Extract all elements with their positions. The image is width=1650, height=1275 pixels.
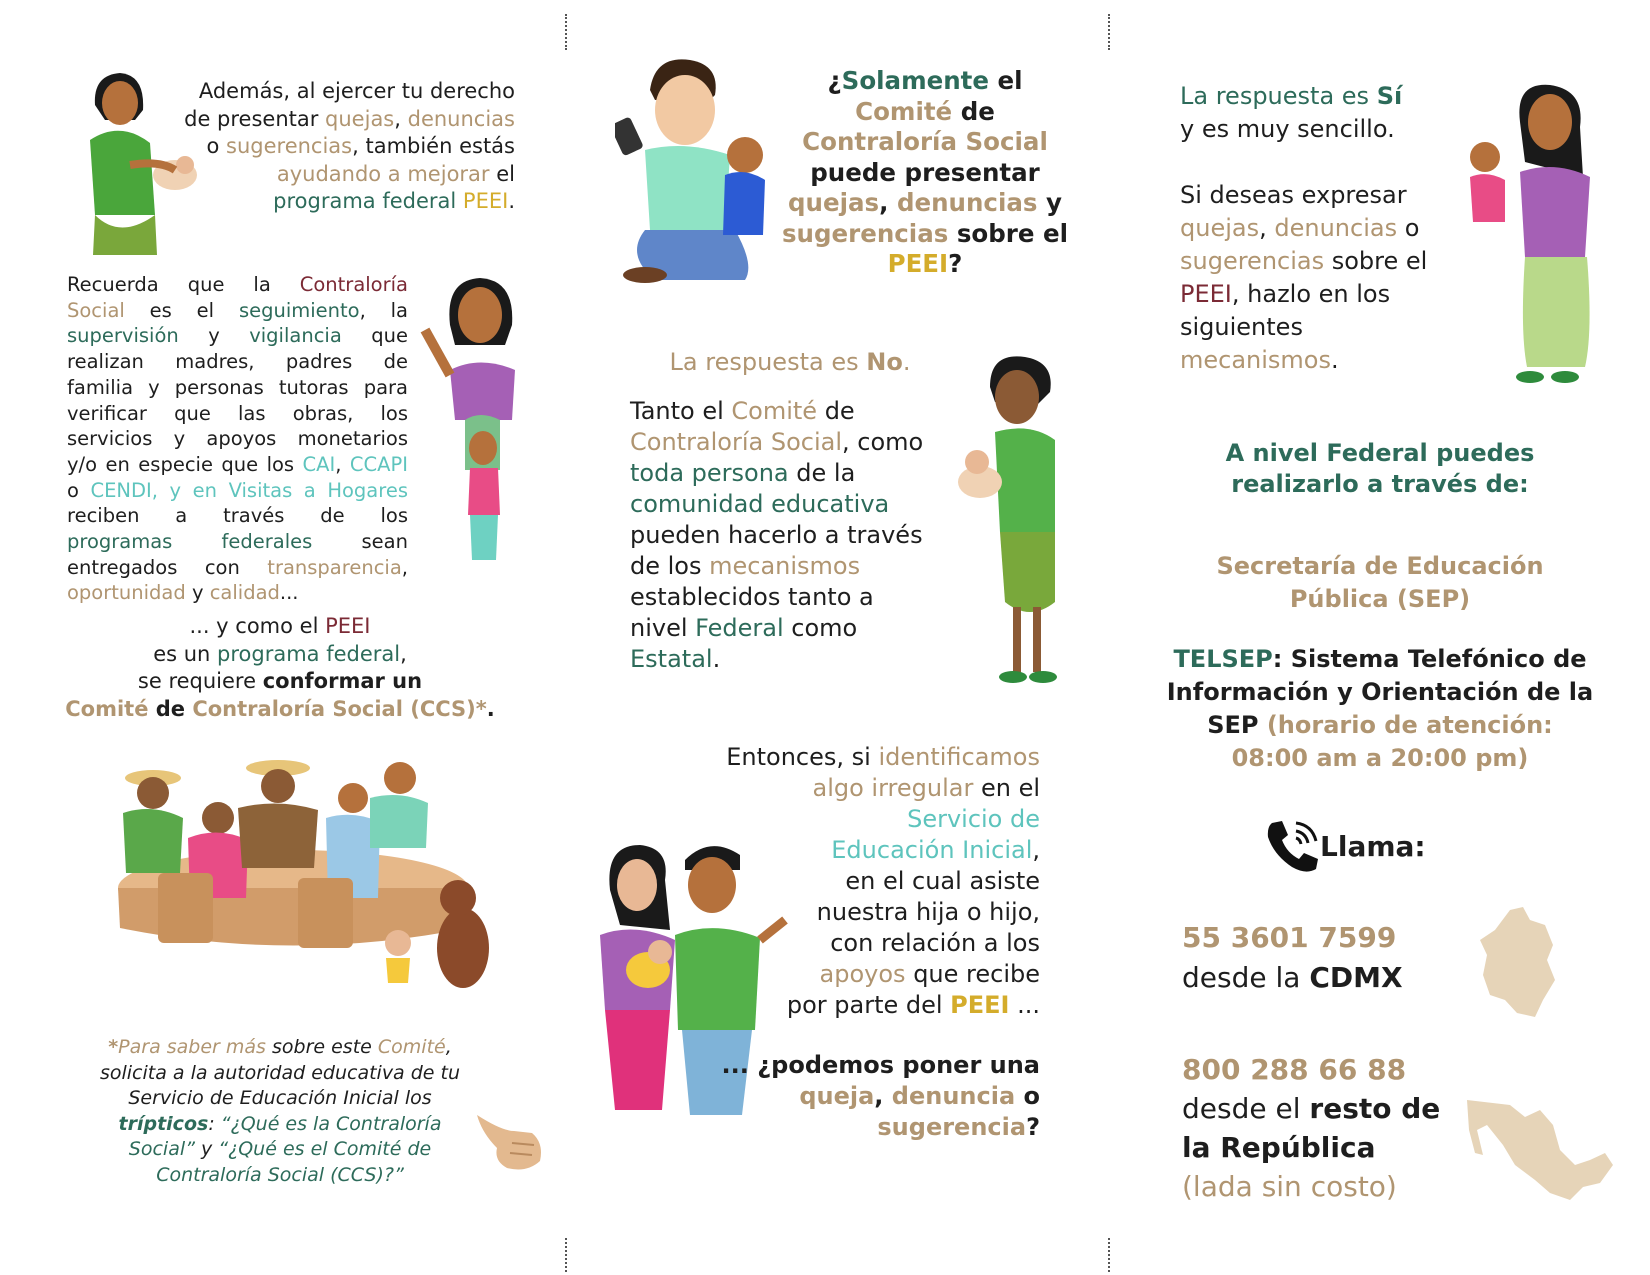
note-paragraph: *Para saber más sobre este Comité, solicita a la autoridad educativa de tu Servicio de Educación Inicial los trípticos: “¿Qué es la Contraloría Social” y “¿Qué es el Comité de Contraloría Social (CCS)?” [99,1036,461,1186]
answer-yes-paragraph: La respuesta es Sí y es muy sencillo. Si deseas expresar quejas, denuncias o sugerencias sobre el PEEI, hazlo en los siguientes mecanismos. [1180,82,1428,374]
phone-cdmx: 55 3601 7599 desde la CDMX [1182,921,1403,994]
mexico-map-icon [1465,1095,1615,1205]
podemos-question: ... ¿podemos poner una queja, denuncia o sugerencia? [721,1051,1040,1141]
recuerda-paragraph: Recuerda que la Contraloría Social es el seguimiento, la supervisión y vigilancia que realizan madres, padres de familia y personas tutoras para verificar que las obras, los servicios y apoyos monetarios y/o en especie que los CAI, CCAPI o CENDI, y en Visitas a Hogares reciben a través de los programas federales sean entregados con transparencia, oportunidad y calidad... [67,273,409,605]
telsep-info: TELSEP: Sistema Telefónico de Información y Orientación de la SEP (horario de atención: 08:00 am a 20:00 pm) [1166,645,1594,772]
llama-label: Llama: [1320,830,1426,863]
father-son-illustration [615,55,780,285]
answer-no-body: Tanto el Comité de Contraloría Social, como toda persona de la comunidad educativa pueden hacerlo a través de los mecanismos establecidos tanto a nivel Federal como Estatal. [630,397,924,673]
mother-holding-baby-illustration [955,352,1080,687]
phone-national: 800 288 66 88 desde el resto de la República (lada sin costo) [1182,1053,1441,1203]
cdmx-map-icon [1475,905,1565,1020]
entonces-paragraph: Entonces, si identificamos algo irregular en el Servicio de Educación Inicial, en el cual asiste nuestra hija o hijo, con relación a los apoyos que recibe por parte del PEEI ... [726,743,1040,1019]
mother-daughter-illustration [1465,82,1605,387]
federal-heading: A nivel Federal puedes realizarlo a través de: [1225,439,1535,498]
sep-heading: Secretaría de Educación Pública (SEP) [1216,552,1544,613]
ccs-paragraph: ... y como el PEEI es un programa federal, se requiere conformar un Comité de Contraloría Social (CCS)*. [65,614,495,721]
phone-icon [1262,815,1324,877]
fold-mark [565,14,567,50]
fold-mark [1108,1238,1110,1272]
intro-paragraph: Además, al ejercer tu derecho de presentar quejas, denuncias o sugerencias, también estás ayudando a mejorar el programa federal PEEI. [184,79,515,213]
question-heading: ¿Solamente el Comité de Contraloría Social puede presentar quejas, denuncias y sugerencias sobre el PEEI? [781,66,1069,278]
fold-mark [565,1238,567,1272]
answer-no: La respuesta es No. [669,348,911,376]
mother-child-illustration [420,270,545,580]
community-meeting-illustration [108,748,523,998]
fold-mark [1108,14,1110,50]
